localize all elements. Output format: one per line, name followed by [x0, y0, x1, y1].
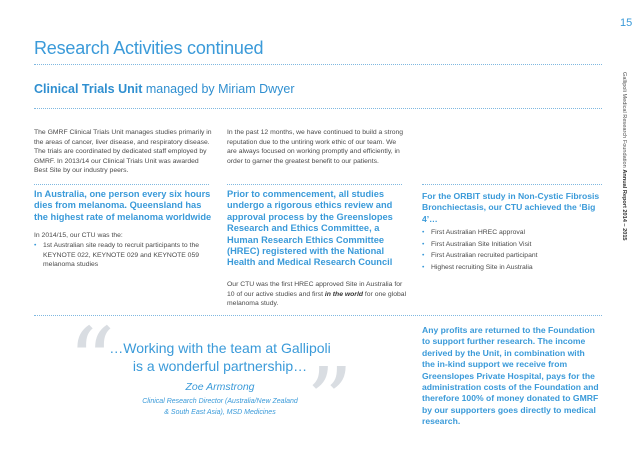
col3-bullet-text: Highest recruiting Site in Australia: [431, 263, 533, 271]
col2-divider: [227, 184, 402, 185]
quote-role-2: & South East Asia), MSD Medicines: [164, 409, 276, 416]
col3-divider: [422, 184, 602, 185]
col1-intro: In 2014/15, our CTU was the:: [34, 232, 123, 239]
bottom-divider: [34, 315, 602, 316]
intro-left: The GMRF Clinical Trials Unit manages studies primarily in the areas of cancer, liver disease, and respiratory disease. The trials are coordinated by dedicated staff employed by GMRF. In 2013/14 our Clinical Trials Unit was awarded Best Site by our industry peers.: [34, 129, 212, 175]
section-heading-rest: managed by Miriam Dwyer: [142, 82, 295, 96]
list-item: [422, 228, 602, 238]
list-item: [422, 263, 602, 273]
col3-bullet-text: First Australian recruited participant: [431, 252, 538, 260]
col3-bullet-text: First Australian Site Initiation Visit: [431, 240, 532, 248]
list-item: [34, 241, 209, 270]
side-label: [617, 72, 627, 302]
quote-role-1: Clinical Research Director (Australia/New Zealand: [142, 398, 298, 405]
col3-bullet-text: First Australian HREC approval: [431, 229, 526, 236]
col2-text-emphasis: in the world: [324, 290, 363, 298]
quote-line-2: is a wonderful partnership…: [132, 358, 308, 374]
side-label-org: Gallipoli Medical Research Foundation: [621, 72, 627, 168]
side-label-report: Annual Report 2014 – 2015: [621, 169, 627, 241]
quote-author: Zoe Armstrong: [185, 381, 255, 393]
col1-bullet-list: [34, 241, 209, 270]
col3-highlight: For the ORBIT study in Non-Cystic Fibrosis Bronchiectasis, our CTU achieved the ‘Big 4’…: [422, 191, 600, 224]
bullet-icon: •: [422, 240, 425, 248]
bullet-icon: •: [422, 263, 425, 271]
section-heading-bold: Clinical Trials Unit: [34, 82, 143, 96]
section-heading: [34, 82, 295, 96]
profits-text: Any profits are returned to the Foundation to support further research. The income derived by the Unit, in combination with the in-kind support we receive from Greenslopes Private Hospital, pays for the administration costs of the Foundation and therefore 100% of money donated to GMRF by our supporters goes directly to medical research.: [422, 325, 599, 427]
section-divider: [34, 108, 602, 109]
close-quote-icon: ”: [306, 348, 354, 455]
quote-line-1: …Working with the team at Gallipoli: [109, 340, 331, 356]
bullet-icon: •: [422, 252, 425, 260]
intro-right: In the past 12 months, we have continued to build a strong reputation due to the untiring work ethic of our team. We are always focused on working promptly and efficiently, in order to garner the greatest benefit to our patients.: [227, 129, 404, 165]
open-quote-icon: “: [68, 308, 116, 415]
page-number: 15: [620, 17, 633, 29]
col2-text: [227, 280, 407, 309]
bullet-icon: •: [34, 242, 37, 249]
list-item: [422, 240, 602, 250]
col3-bullet-list: [422, 228, 602, 272]
col1-divider: [34, 184, 209, 185]
col2-text-after: for one global melanoma study.: [227, 290, 407, 308]
col2-text-before: Our CTU was the first HREC approved Site in Australia for 10 of our active studies and first: [227, 281, 403, 298]
page-title: Research Activities continued: [34, 38, 264, 58]
col1-highlight: In Australia, one person every six hours dies from melanoma. Queensland has the highest rate of melanoma worldwide: [34, 189, 212, 222]
col1-bullet-text: 1st Australian site ready to recruit participants to the KEYNOTE 022, KEYNOTE 029 and KEYNOTE 059 melanoma studies: [43, 242, 200, 269]
col2-highlight: Prior to commencement, all studies undergo a rigorous ethics review and approval process by the Greenslopes Research and Ethics Committee, a Human Research Ethics Committee (HREC) registered with the National Health and Medical Research Council: [227, 189, 393, 268]
list-item: [422, 251, 602, 261]
bullet-icon: •: [422, 229, 425, 236]
title-divider: [34, 64, 602, 65]
